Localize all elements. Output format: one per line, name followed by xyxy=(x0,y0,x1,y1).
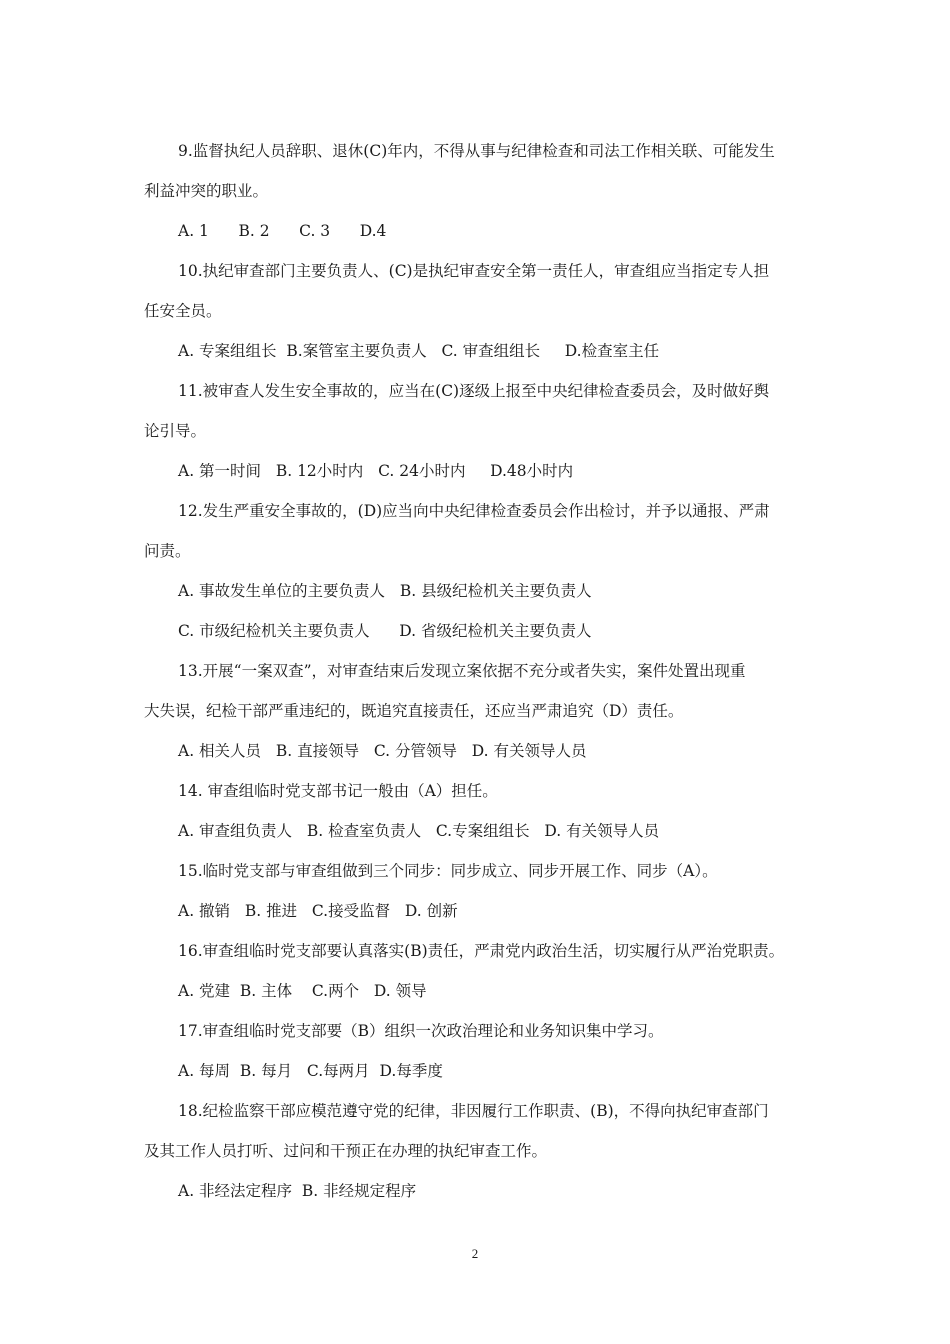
text-line: C. 市级纪检机关主要负责人 D. 省级纪检机关主要负责人 xyxy=(178,622,592,640)
text-line: 及其工作人员打听、过问和干预正在办理的执纪审查工作。 xyxy=(144,1142,548,1160)
text-line: 15.临时党支部与审查组做到三个同步：同步成立、同步开展工作、同步（A）。 xyxy=(178,862,718,880)
text-line: 13.开展“一案双查”，对审查结束后发现立案依据不充分或者失实，案件处置出现重 xyxy=(178,662,746,680)
text-line: A. 审查组负责人 B. 检查室负责人 C.专案组组长 D. 有关领导人员 xyxy=(178,822,660,840)
text-line: A. 专案组组长 B.案管室主要负责人 C. 审查组组长 D.检查室主任 xyxy=(178,342,660,360)
text-line: 14. 审查组临时党支部书记一般由（A）担任。 xyxy=(178,782,498,800)
text-line: A. 相关人员 B. 直接领导 C. 分管领导 D. 有关领导人员 xyxy=(178,742,587,760)
text-line: 利益冲突的职业。 xyxy=(144,182,269,200)
document-body xyxy=(144,131,816,1211)
text-line: A. 事故发生单位的主要负责人 B. 县级纪检机关主要负责人 xyxy=(178,582,592,600)
text-line: A. 非经法定程序 B. 非经规定程序 xyxy=(178,1182,417,1200)
text-line: A. 第一时间 B. 12小时内 C. 24小时内 D.48小时内 xyxy=(178,462,574,480)
text-line: 10.执纪审查部门主要负责人、(C)是执纪审查安全第一责任人，审查组应当指定专人担 xyxy=(178,262,770,280)
text-line: A. 每周 B. 每月 C.每两月 D.每季度 xyxy=(178,1062,443,1080)
text-line: 12.发生严重安全事故的，(D)应当向中央纪律检查委员会作出检讨，并予以通报、严肃 xyxy=(178,502,770,520)
text-line: 论引导。 xyxy=(144,422,207,440)
text-line: A. 撤销 B. 推进 C.接受监督 D. 创新 xyxy=(178,902,458,920)
page-number: 2 xyxy=(471,1246,479,1261)
text-line: 大失误，纪检干部严重违纪的，既追究直接责任，还应当严肃追究（D）责任。 xyxy=(144,702,684,720)
text-line: A. 1 B. 2 C. 3 D.4 xyxy=(178,222,387,240)
text-line: A. 党建 B. 主体 C.两个 D. 领导 xyxy=(178,982,427,1000)
text-line: 16.审查组临时党支部要认真落实(B)责任，严肃党内政治生活，切实履行从严治党职责。 xyxy=(178,942,785,960)
text-line: 17.审查组临时党支部要（B）组织一次政治理论和业务知识集中学习。 xyxy=(178,1022,664,1040)
text-line: 9.监督执纪人员辞职、退休(C)年内，不得从事与纪律检查和司法工作相关联、可能发生 xyxy=(178,142,775,160)
text-line: 任安全员。 xyxy=(144,302,222,320)
text-line: 18.纪检监察干部应模范遵守党的纪律，非因履行工作职责、(B)，不得向执纪审查部门 xyxy=(178,1102,769,1120)
text-line: 11.被审查人发生安全事故的，应当在(C)逐级上报至中央纪律检查委员会，及时做好舆 xyxy=(178,382,770,400)
text-line: 问责。 xyxy=(144,542,191,560)
